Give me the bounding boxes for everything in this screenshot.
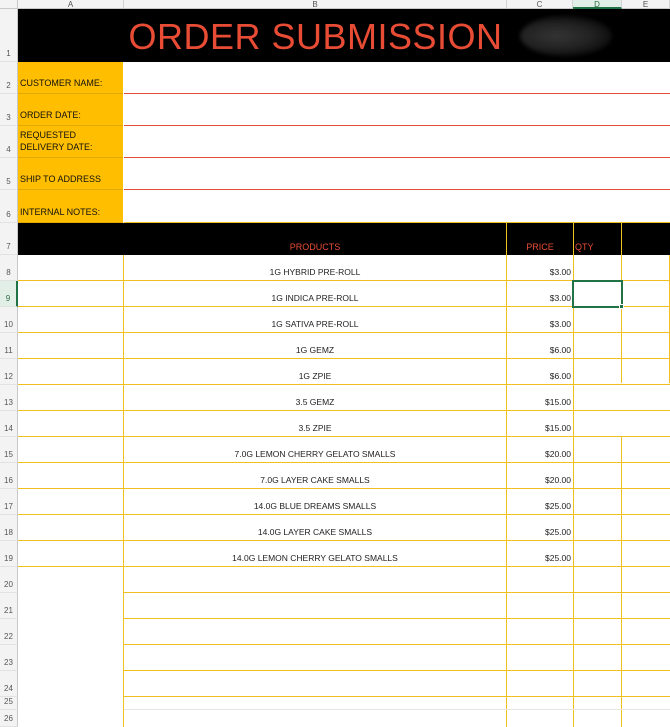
order-date-field[interactable] bbox=[124, 94, 670, 126]
empty-row[interactable] bbox=[124, 567, 670, 593]
qty-input[interactable] bbox=[574, 541, 621, 567]
qty-input[interactable] bbox=[574, 463, 621, 489]
product-price: $3.00 bbox=[549, 319, 571, 329]
row-header[interactable]: 2 bbox=[0, 62, 18, 94]
row-header[interactable]: 1 bbox=[0, 9, 18, 62]
product-price: $25.00 bbox=[545, 553, 571, 563]
product-price: $6.00 bbox=[549, 371, 571, 381]
product-name: 1G SATIVA PRE-ROLL bbox=[271, 319, 359, 329]
row-header[interactable]: 18 bbox=[0, 515, 18, 541]
empty-cell[interactable] bbox=[18, 307, 124, 333]
empty-cell[interactable] bbox=[18, 333, 124, 359]
product-price: $3.00 bbox=[549, 267, 571, 277]
column-header-d[interactable]: D bbox=[573, 0, 622, 9]
qty-input[interactable] bbox=[574, 411, 621, 437]
qty-input[interactable] bbox=[574, 359, 621, 385]
row-header[interactable]: 24 bbox=[0, 671, 18, 697]
qty-input[interactable] bbox=[574, 515, 621, 541]
product-price: $25.00 bbox=[545, 501, 571, 511]
empty-cell[interactable] bbox=[18, 489, 124, 515]
empty-row[interactable] bbox=[124, 710, 670, 727]
product-name: 3.5 GEMZ bbox=[295, 397, 335, 407]
delivery-date-field[interactable] bbox=[124, 126, 670, 158]
fill-handle[interactable] bbox=[619, 304, 624, 309]
empty-row[interactable] bbox=[124, 671, 670, 697]
row-header[interactable]: 20 bbox=[0, 567, 18, 593]
product-price: $6.00 bbox=[549, 345, 571, 355]
ship-to-address-field[interactable] bbox=[124, 158, 670, 190]
product-name: 1G GEMZ bbox=[295, 345, 335, 355]
product-name: 14.0G LAYER CAKE SMALLS bbox=[257, 527, 373, 537]
row-header[interactable]: 26 bbox=[0, 710, 18, 727]
redaction-scribble bbox=[520, 16, 612, 56]
row-header[interactable]: 11 bbox=[0, 333, 18, 359]
ship-to-address-label: SHIP TO ADDRESS bbox=[18, 158, 123, 190]
product-name: 1G INDICA PRE-ROLL bbox=[271, 293, 359, 303]
qty-input[interactable] bbox=[574, 385, 621, 411]
empty-cell[interactable] bbox=[18, 411, 124, 437]
row-header[interactable]: 23 bbox=[0, 645, 18, 671]
empty-row[interactable] bbox=[124, 697, 670, 710]
qty-column-header: QTY bbox=[575, 242, 594, 252]
empty-row[interactable] bbox=[124, 593, 670, 619]
product-name: 14.0G LEMON CHERRY GELATO SMALLS bbox=[232, 553, 398, 563]
empty-row[interactable] bbox=[124, 645, 670, 671]
row-header[interactable]: 4 bbox=[0, 126, 18, 158]
column-header-a[interactable]: A bbox=[18, 0, 124, 9]
row-header[interactable]: 5 bbox=[0, 158, 18, 190]
internal-notes-field[interactable] bbox=[124, 190, 670, 223]
customer-name-label: CUSTOMER NAME: bbox=[18, 62, 123, 94]
divider bbox=[573, 223, 574, 255]
row-header[interactable]: 16 bbox=[0, 463, 18, 489]
row-header[interactable]: 22 bbox=[0, 619, 18, 645]
row-header[interactable]: 21 bbox=[0, 593, 18, 619]
divider bbox=[621, 255, 622, 383]
empty-cell[interactable] bbox=[18, 255, 124, 281]
row-header[interactable]: 7 bbox=[0, 223, 18, 255]
row-header[interactable]: 17 bbox=[0, 489, 18, 515]
products-column-header: PRODUCTS bbox=[289, 242, 341, 252]
empty-cell[interactable] bbox=[18, 281, 124, 307]
page-title: ORDER SUBMISSION bbox=[128, 16, 503, 57]
empty-cell[interactable] bbox=[18, 541, 124, 567]
row-header[interactable]: 6 bbox=[0, 190, 18, 223]
product-price: $3.00 bbox=[549, 293, 571, 303]
row-header[interactable]: 25 bbox=[0, 697, 18, 710]
empty-cell[interactable] bbox=[18, 437, 124, 463]
product-price: $15.00 bbox=[545, 397, 571, 407]
product-name: 14.0G BLUE DREAMS SMALLS bbox=[253, 501, 377, 511]
product-name: 1G ZPIE bbox=[298, 371, 332, 381]
empty-cell[interactable] bbox=[18, 515, 124, 541]
customer-name-field[interactable] bbox=[124, 62, 670, 94]
row-header[interactable]: 12 bbox=[0, 359, 18, 385]
product-name: 3.5 ZPIE bbox=[298, 423, 332, 433]
row-header[interactable]: 3 bbox=[0, 94, 18, 126]
product-price: $25.00 bbox=[545, 527, 571, 537]
product-price: $20.00 bbox=[545, 475, 571, 485]
empty-row[interactable] bbox=[124, 619, 670, 645]
row-header[interactable]: 10 bbox=[0, 307, 18, 333]
qty-input[interactable] bbox=[574, 255, 621, 281]
select-all-corner[interactable] bbox=[0, 0, 18, 9]
column-header-e[interactable]: E bbox=[622, 0, 670, 9]
row-header[interactable]: 14 bbox=[0, 411, 18, 437]
qty-input[interactable] bbox=[574, 437, 621, 463]
selected-cell-qty[interactable] bbox=[572, 280, 623, 308]
column-header-c[interactable]: C bbox=[507, 0, 573, 9]
product-name: 7.0G LAYER CAKE SMALLS bbox=[260, 475, 370, 485]
price-column-header: PRICE bbox=[526, 242, 554, 252]
row-header[interactable]: 19 bbox=[0, 541, 18, 567]
divider bbox=[621, 223, 622, 255]
product-name: 1G HYBRID PRE-ROLL bbox=[269, 267, 361, 277]
qty-input[interactable] bbox=[574, 333, 621, 359]
internal-notes-label: INTERNAL NOTES: bbox=[18, 190, 123, 223]
qty-input[interactable] bbox=[574, 307, 621, 333]
row-header[interactable]: 13 bbox=[0, 385, 18, 411]
delivery-date-label: REQUESTED DELIVERY DATE: bbox=[18, 126, 123, 158]
empty-cell[interactable] bbox=[18, 359, 124, 385]
row-header[interactable]: 15 bbox=[0, 437, 18, 463]
empty-cell[interactable] bbox=[18, 463, 124, 489]
qty-input[interactable] bbox=[574, 489, 621, 515]
row-header[interactable]: 9 bbox=[0, 281, 18, 307]
product-name: 7.0G LEMON CHERRY GELATO SMALLS bbox=[234, 449, 396, 459]
column-header-b[interactable]: B bbox=[124, 0, 507, 9]
empty-cell[interactable] bbox=[18, 385, 124, 411]
product-price: $20.00 bbox=[545, 449, 571, 459]
product-price: $15.00 bbox=[545, 423, 571, 433]
row-header[interactable]: 8 bbox=[0, 255, 18, 281]
order-date-label: ORDER DATE: bbox=[18, 94, 123, 126]
